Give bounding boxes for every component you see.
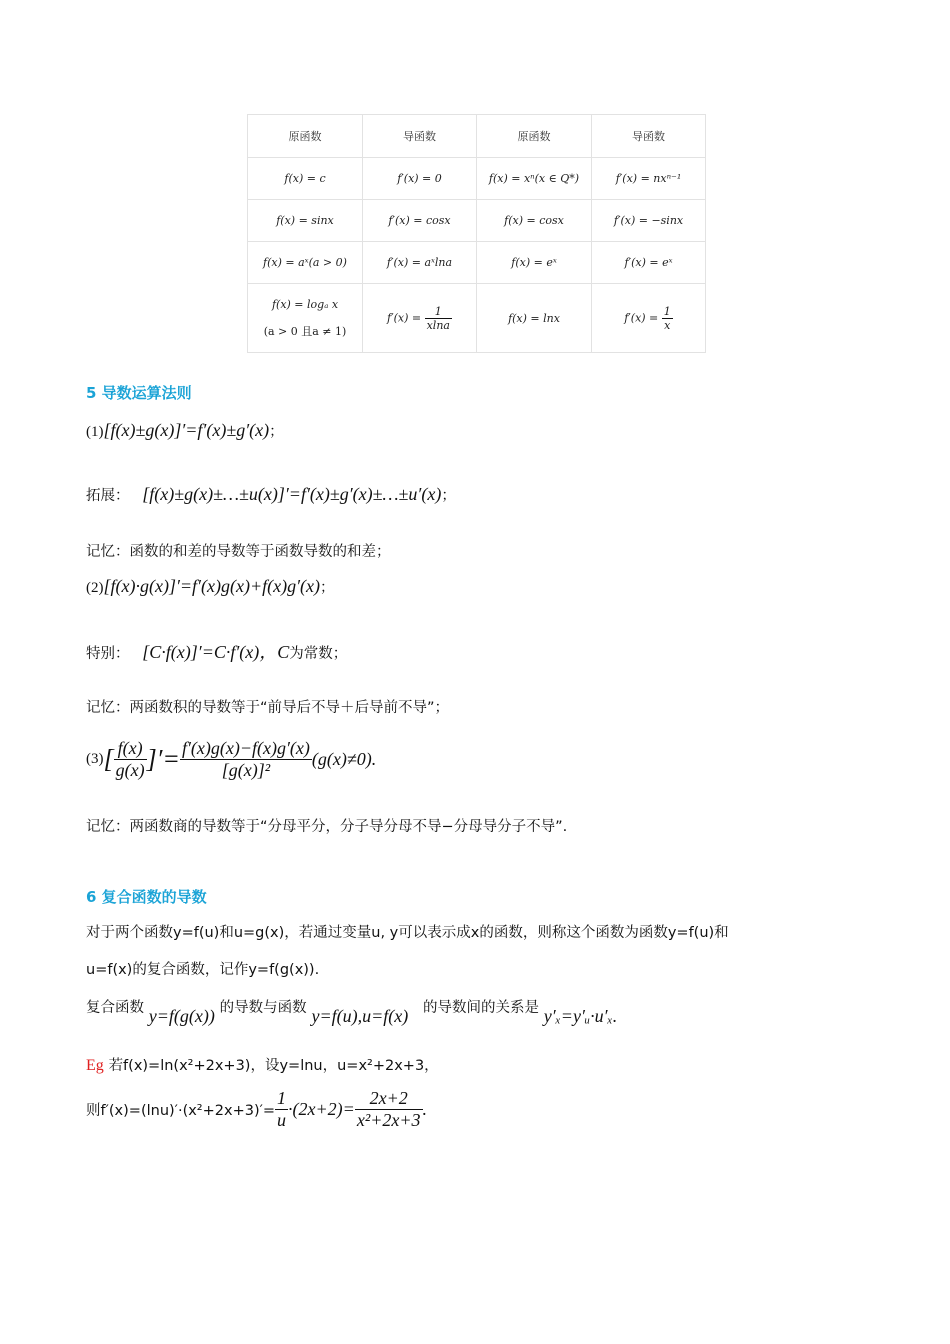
table-row [248,200,706,242]
table-cell: f(x) = aˣ(a > 0) [248,242,363,284]
numerator: 2x+2 [355,1088,423,1110]
rule-label: 特别： [86,646,130,662]
formula: [f(x)·g(x)]′=f′(x)g(x)+f(x)g′(x) [103,576,320,596]
table-cell: f′(x) = 0 [363,158,477,200]
table-cell: f′(x) = cosx [363,200,477,242]
rule-1 [86,420,284,441]
formula: y=f(g(x)) [148,1006,215,1026]
special-rule [86,638,347,664]
section-6-heading: 6 复合函数的导数 [86,888,207,906]
bracket: ]′= [146,744,180,774]
table-row [248,158,706,200]
fraction [114,738,147,781]
rule-label: (1) [86,424,104,440]
punctuation: ； [269,424,284,440]
text: 的导数与函数 [219,1000,307,1016]
table-header: 原函数 [248,115,363,158]
table-header: 原函数 [477,115,592,158]
paragraph-composite [86,996,618,1026]
denominator: g(x) [115,760,145,780]
table-cell [363,284,477,353]
formula-lhs: f′(x) = [624,311,659,324]
formula: [C·f(x)]′=C·f′(x)，C [142,642,290,662]
example-text: 若f(x)=ln(x²+2x+3)，设y=lnu，u=x²+2x+3， [108,1058,439,1074]
table-cell: f(x) = sinx [248,200,363,242]
formula: [f(x)±g(x)±…±u(x)]′=f′(x)±g′(x)±…±u′(x) [142,484,442,504]
log-condition: (a > 0 且a ≠ 1) [263,324,347,338]
numerator: 1 [663,304,671,318]
memo-3: 记忆：两函数商的导数等于“分母平分，分子导分母不导−分母导分子不导”. [86,819,568,835]
table-cell: f′(x) = −sinx [592,200,706,242]
fraction [662,305,673,332]
formula-suffix: 为常数； [289,646,348,662]
rule-label: (3) [86,751,104,767]
table-cell: f(x) = cosx [477,200,592,242]
table-cell: f(x) = lnx [477,284,592,353]
derivative-table [247,114,706,353]
extension-rule [86,484,456,505]
fraction [275,1088,288,1131]
table-header: 导函数 [592,115,706,158]
table-cell: f(x) = eˣ [477,242,592,284]
text: 的导数间的关系是 [422,1000,539,1016]
formula-lhs: f′(x) = [387,311,422,324]
table-cell: f′(x) = aˣlna [363,242,477,284]
rule-label: 拓展： [86,488,130,504]
table-row [248,284,706,353]
numerator: f′(x)g(x)−f(x)g′(x) [181,738,310,758]
derivation-text: ·(2x+2)= [288,1099,355,1119]
table-cell [592,284,706,353]
rule-label: (2) [86,580,104,596]
fraction [355,1088,423,1131]
log-function: f(x) = logₐ x [271,297,339,311]
table-cell: f′(x) = eˣ [592,242,706,284]
table-row [248,242,706,284]
punctuation: ； [319,580,335,596]
numerator: 1 [425,305,452,319]
numerator: f(x) [114,738,147,760]
paragraph: 对于两个函数y=f(u)和u=g(x)，若通过变量u, y可以表示成x的函数，则称这个函数为函数y=f(u)和 [86,925,729,941]
punctuation: ； [441,488,456,504]
derivation-text: 则f′(x)=(lnu)′·(x²+2x+3)′= [86,1103,276,1119]
formula: y′ₓ=y′ᵤ·u′ₓ. [543,1006,618,1026]
table-cell: f′(x) = nxⁿ⁻¹ [592,158,706,200]
denominator: x²+2x+3 [356,1110,421,1130]
denominator: x [664,318,671,332]
formula: y=f(u),u=f(x) [311,1006,409,1026]
example-derivation [86,1088,427,1131]
table-header-row [248,115,706,158]
rule-3 [86,738,376,781]
memo-1: 记忆：函数的和差的导数等于函数导数的和差； [86,544,391,560]
table-header: 导函数 [363,115,477,158]
period: . [422,1099,427,1119]
rule-2 [86,576,334,597]
example [86,1054,439,1075]
section-5-heading: 5 导数运算法则 [86,384,192,402]
denominator: xlna [426,318,450,332]
formula: [f(x)±g(x)]′=f′(x)±g′(x) [103,420,270,440]
denominator: u [277,1110,287,1130]
fraction [425,305,452,332]
table-cell: f(x) = c [248,158,363,200]
paragraph: u=f(x)的复合函数，记作y=f(g(x)). [86,962,320,978]
condition: (g(x)≠0). [311,749,377,769]
table-cell [248,284,363,353]
example-label: Eg [86,1057,104,1074]
memo-2: 记忆：两函数积的导数等于“前导后不导＋后导前不导”； [86,700,450,716]
fraction [180,738,312,781]
text: 复合函数 [86,1000,144,1016]
bracket: [ [103,744,114,774]
table-cell: f(x) = xⁿ(x ∈ Q*) [477,158,592,200]
denominator: [g(x)]² [221,760,271,780]
numerator: 1 [277,1088,287,1108]
